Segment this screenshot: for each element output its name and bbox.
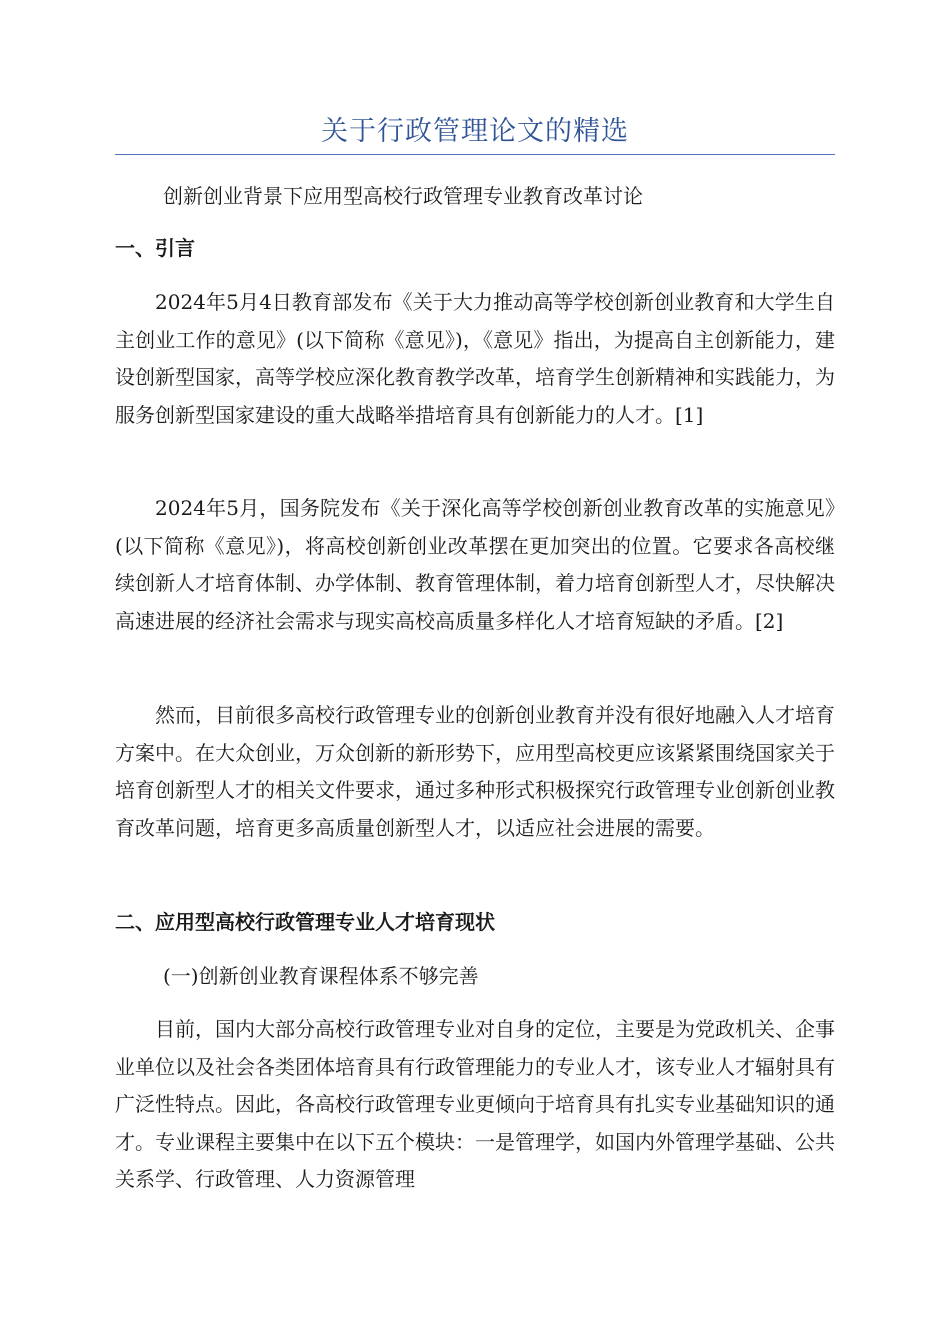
title-underline (115, 154, 835, 155)
paragraph: 2024年5月，国务院发布《关于深化高等学校创新创业教育改革的实施意见》(以下简称《意见》)，将高校创新创业改革摆在更加突出的位置。它要求各高校继续创新人才培育体制、办学体制、教育管理体制，着力培育创新型人才，尽快解决高速进展的经济社会需求与现实高校高质量多样化人才培育短缺的矛盾。[2] (115, 496, 835, 633)
section-heading-introduction: 一、引言 (115, 236, 195, 260)
section-heading-current-status: 二、应用型高校行政管理专业人才培育现状 (115, 910, 495, 934)
paragraph: 2024年5月4日教育部发布《关于大力推动高等学校创新创业教育和大学生自主创业工作的意见》(以下简称《意见》)，《意见》指出，为提高自主创新能力，建设创新型国家，高等学校应深化教育教学改革，培育学生创新精神和实践能力，为服务创新型国家建设的重大战略举措培育具有创新能力的人才。[1] (115, 290, 835, 427)
document-subtitle: 创新创业背景下应用型高校行政管理专业教育改革讨论 (163, 184, 643, 208)
subsection-heading: (一)创新创业教育课程体系不够完善 (163, 964, 479, 988)
paragraph: 然而，目前很多高校行政管理专业的创新创业教育并没有很好地融入人才培育方案中。在大众创业，万众创新的新形势下，应用型高校更应该紧紧围绕国家关于培育创新型人才的相关文件要求，通过多种形式积极探究行政管理专业创新创业教育改革问题，培育更多高质量创新型人才，以适应社会进展的需要。 (115, 703, 835, 840)
paragraph: 目前，国内大部分高校行政管理专业对自身的定位，主要是为党政机关、企事业单位以及社会各类团体培育具有行政管理能力的专业人才，该专业人才辐射具有广泛性特点。因此，各高校行政管理专业更倾向于培育具有扎实专业基础知识的通才。专业课程主要集中在以下五个模块：一是管理学，如国内外管理学基础、公共关系学、行政管理、人力资源管理 (115, 1017, 835, 1191)
document-title: 关于行政管理论文的精选 (321, 116, 629, 147)
